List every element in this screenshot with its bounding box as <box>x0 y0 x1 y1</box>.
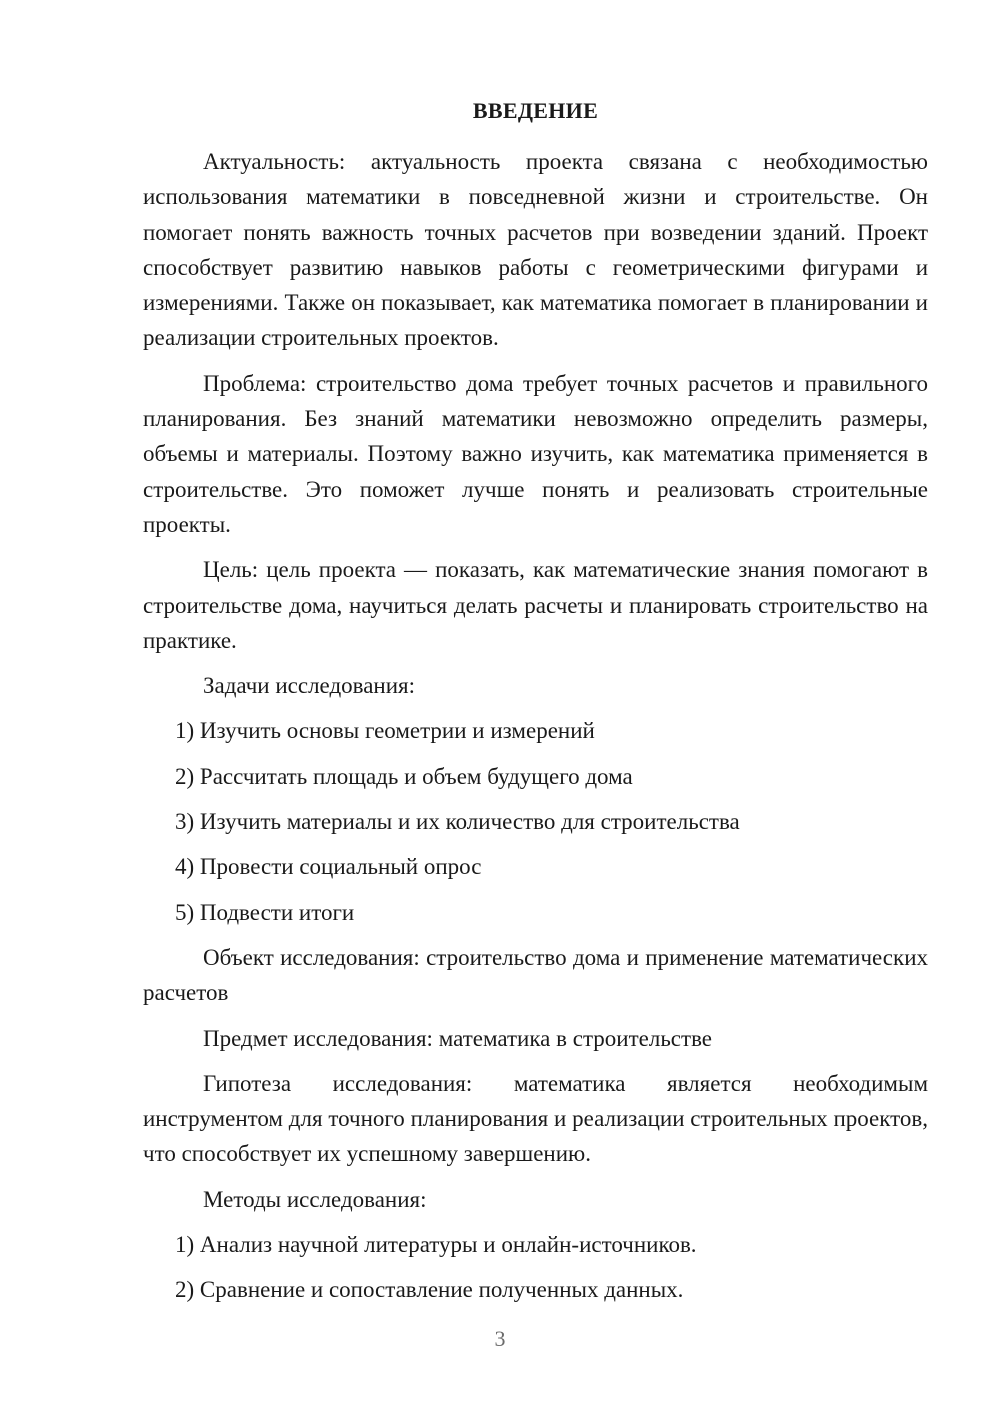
methods-heading: Методы исследования: <box>203 1186 427 1212</box>
task-item: 5) Подвести итоги <box>175 899 355 925</box>
page-number: 3 <box>494 1326 506 1351</box>
method-item: 1) Анализ научной литературы и онлайн-источников. <box>175 1232 697 1258</box>
task-item: 1) Изучить основы геометрии и измерений <box>175 718 595 744</box>
actuality-paragraph: Актуальность: актуальность проекта связана с необходимостью использования математики в повседневной жизни и строительстве. Он помогает понять важность точных расчетов при возведении зданий. Проект способствует развитию навыков работы с геометрическими фигурами и измерениями. Также он показывает, как математика помогает в планировании и реализации строительных проектов. <box>143 149 928 351</box>
section-title: ВВЕДЕНИЕ <box>472 98 599 123</box>
document-page <box>143 96 928 1318</box>
hypothesis-paragraph: Гипотеза исследования: математика является необходимым инструментом для точного планирования и реализации строительных проектов, что способствует их успешному завершению. <box>143 1070 928 1167</box>
task-item: 2) Рассчитать площадь и объем будущего дома <box>175 763 633 789</box>
task-item: 4) Провести социальный опрос <box>175 854 482 880</box>
problem-paragraph: Проблема: строительство дома требует точных расчетов и правильного планирования. Без знаний математики невозможно определить размеры, объемы и материалы. Поэтому важно изучить, как математика применяется в строительстве. Это поможет лучше понять и реализовать строительные проекты. <box>143 370 928 537</box>
subject-paragraph: Предмет исследования: математика в строительстве <box>203 1025 712 1051</box>
object-paragraph: Объект исследования: строительство дома и применение математических расчетов <box>143 944 928 1006</box>
goal-paragraph: Цель: цель проекта — показать, как математические знания помогают в строительстве дома, научиться делать расчеты и планировать строительство на практике. <box>143 557 928 653</box>
tasks-heading: Задачи исследования: <box>203 673 416 699</box>
method-item: 2) Сравнение и сопоставление полученных данных. <box>175 1277 684 1303</box>
task-item: 3) Изучить материалы и их количество для строительства <box>175 809 740 835</box>
